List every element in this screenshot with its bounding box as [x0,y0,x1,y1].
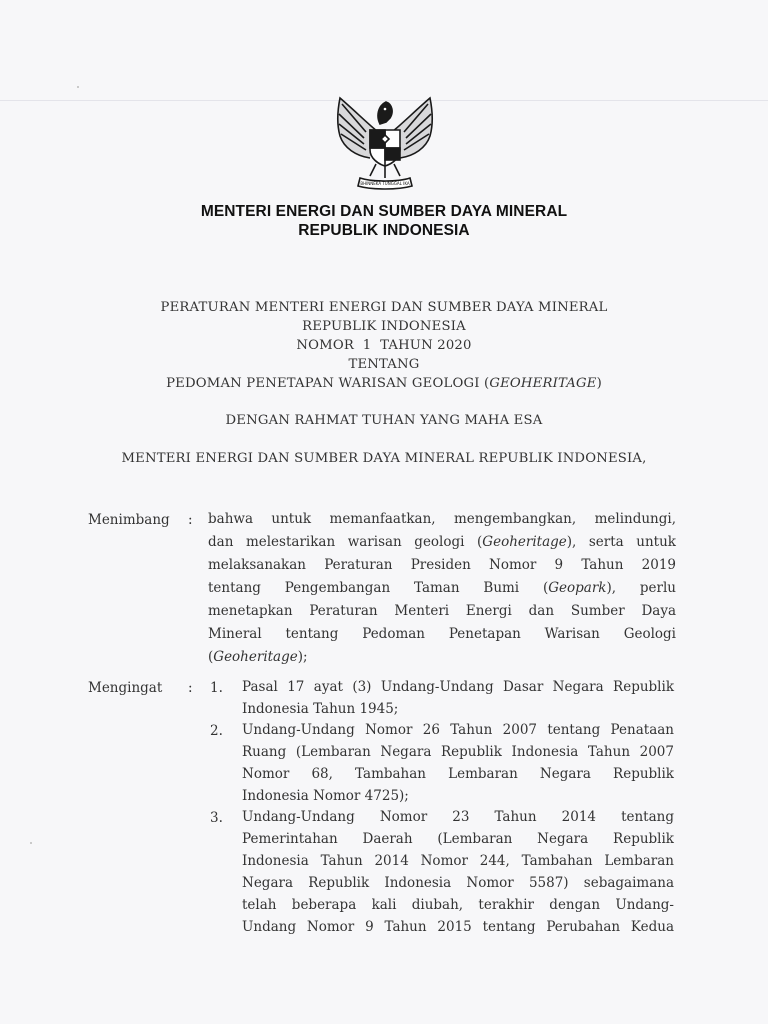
item-line: Indonesia Nomor 4725); [242,788,409,804]
menimbang-line: tentang Pengembangan Taman Bumi (Geopark), perlu [208,580,676,596]
menimbang-label: Menimbang [88,512,170,528]
regulation-subject: PEDOMAN PENETAPAN WARISAN GEOLOGI (GEOHERITAGE) [166,376,602,391]
regulation-number: NOMOR 1 TAHUN 2020 [296,338,472,353]
mengingat-label: Mengingat [88,680,163,696]
emblem-ribbon-motto: BHINNEKA TUNGGAL IKA [360,181,410,186]
regulation-tentang: TENTANG [348,357,420,372]
garuda-emblem-icon [330,92,440,194]
mengingat-colon: : [188,680,193,696]
header-title-line2: REPUBLIK INDONESIA [298,222,470,239]
item-line: Pasal 17 ayat (3) Undang-Undang Dasar Negara Republik [242,679,674,695]
menimbang-line: menetapkan Peraturan Menteri Energi dan Sumber Daya [208,603,676,619]
item-number: 3. [210,810,223,826]
menimbang-line: melaksanakan Peraturan Presiden Nomor 9 Tahun 2019 [208,557,676,573]
item-line: telah beberapa kali diubah, terakhir dengan Undang- [242,897,674,913]
scan-speck [30,842,32,844]
scan-speck [77,86,79,88]
regulation-title-line2: REPUBLIK INDONESIA [302,319,466,334]
blessing-line: DENGAN RAHMAT TUHAN YANG MAHA ESA [225,413,543,428]
minister-line: MENTERI ENERGI DAN SUMBER DAYA MINERAL REPUBLIK INDONESIA, [121,451,647,466]
item-number: 1. [210,680,223,696]
menimbang-line: bahwa untuk memanfaatkan, mengembangkan, melindungi, [208,511,676,527]
menimbang-line: (Geoheritage); [208,649,308,665]
item-line: Undang Nomor 9 Tahun 2015 tentang Perubahan Kedua [242,919,674,935]
item-line: Negara Republik Indonesia Nomor 5587) sebagaimana [242,875,674,891]
item-line: Undang-Undang Nomor 23 Tahun 2014 tentang [242,809,674,825]
header-title-line1: MENTERI ENERGI DAN SUMBER DAYA MINERAL [200,203,568,220]
menimbang-line: dan melestarikan warisan geologi (Geoheritage), serta untuk [208,534,676,550]
regulation-title-line1: PERATURAN MENTERI ENERGI DAN SUMBER DAYA MINERAL [160,300,608,315]
item-line: Ruang (Lembaran Negara Republik Indonesia Tahun 2007 [242,744,674,760]
item-line: Pemerintahan Daerah (Lembaran Negara Republik [242,831,674,847]
menimbang-colon: : [188,512,193,528]
item-line: Undang-Undang Nomor 26 Tahun 2007 tentang Penataan [242,722,674,738]
item-line: Indonesia Tahun 1945; [242,701,399,717]
item-number: 2. [210,723,223,739]
item-line: Indonesia Tahun 2014 Nomor 244, Tambahan Lembaran [242,853,674,869]
item-line: Nomor 68, Tambahan Lembaran Negara Republik [242,766,674,782]
menimbang-line: Mineral tentang Pedoman Penetapan Warisan Geologi [208,626,676,642]
